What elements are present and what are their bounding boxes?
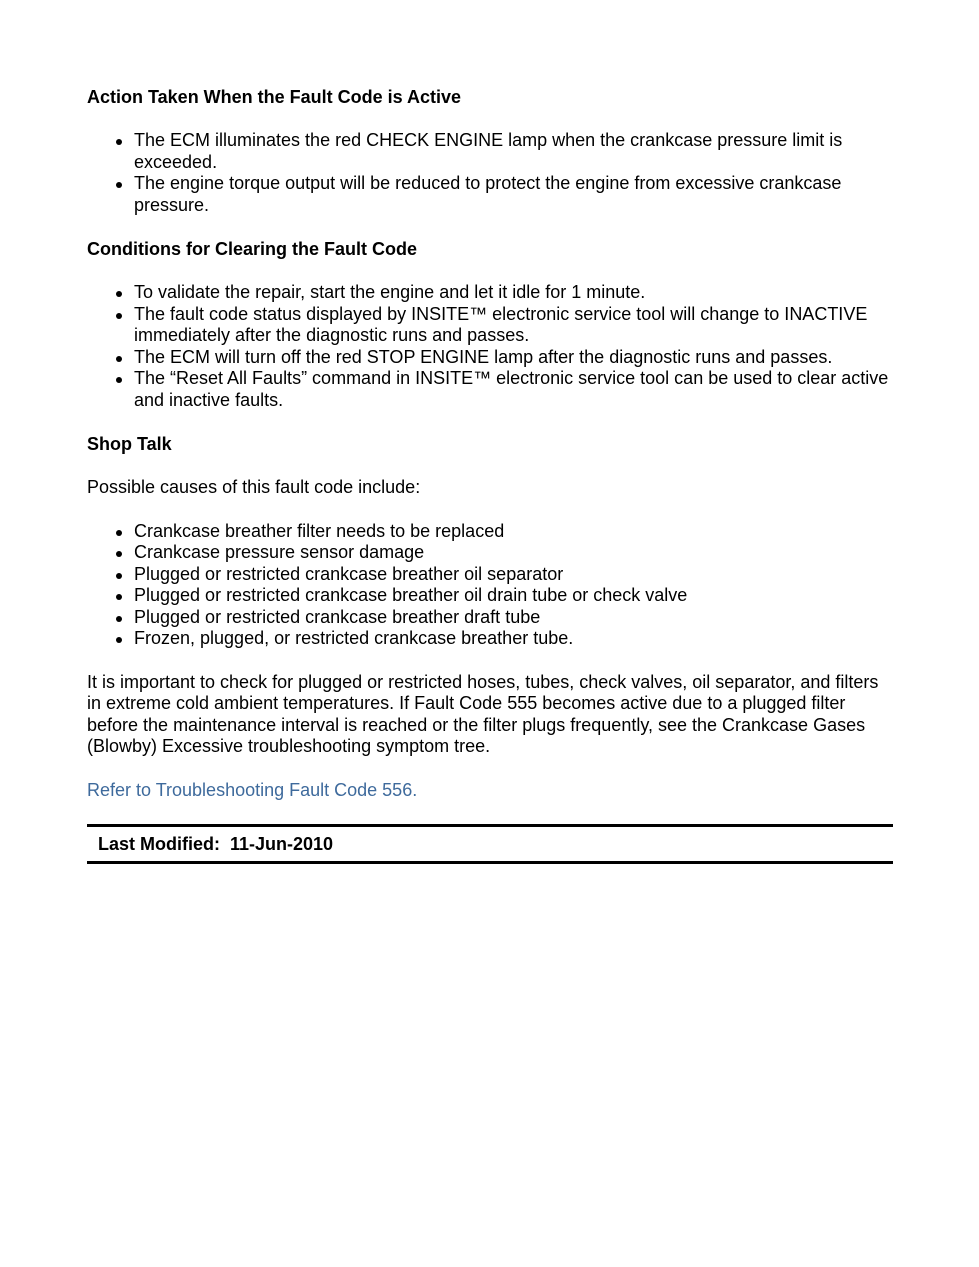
- list-item: [87, 628, 893, 650]
- bullet-icon: [116, 356, 122, 362]
- list-item: [87, 521, 893, 543]
- action-heading: Action Taken When the Fault Code is Active: [87, 87, 462, 107]
- list-item: [87, 304, 893, 347]
- bullet-icon: [116, 139, 122, 145]
- bullet-icon: [116, 573, 122, 579]
- bullet-icon: [116, 594, 122, 600]
- list-item-text: The ECM illuminates the red CHECK ENGINE lamp when the crankcase pressure limit is exceeded.: [134, 130, 843, 172]
- list-item: [87, 564, 893, 586]
- bullet-icon: [116, 313, 122, 319]
- list-item: [87, 282, 893, 304]
- list-item-text: The ECM will turn off the red STOP ENGINE lamp after the diagnostic runs and passes.: [134, 346, 833, 367]
- list-item-text: Crankcase breather filter needs to be replaced: [134, 520, 505, 541]
- list-item-text: To validate the repair, start the engine and let it idle for 1 minute.: [134, 282, 646, 302]
- bullet-icon: [116, 530, 122, 536]
- troubleshooting-link[interactable]: Refer to Troubleshooting Fault Code 556.: [87, 779, 418, 800]
- footer-bar: [87, 824, 893, 864]
- bullet-icon: [116, 616, 122, 622]
- list-item-text: Plugged or restricted crankcase breather oil drain tube or check valve: [134, 585, 688, 605]
- shop-talk-heading: Shop Talk: [87, 434, 172, 454]
- clearing-list: [87, 282, 893, 411]
- bullet-icon: [116, 182, 122, 188]
- list-item: [87, 542, 893, 564]
- list-item-text: The engine torque output will be reduced to protect the engine from excessive crankcase pressure.: [134, 173, 842, 215]
- bullet-icon: [116, 291, 122, 297]
- last-modified-label: Last Modified: 11-Jun-2010: [98, 834, 334, 854]
- list-item-text: The “Reset All Faults” command in INSITE™ electronic service tool can be used to clear active and inactive faults.: [134, 368, 889, 410]
- list-item-text: Plugged or restricted crankcase breather draft tube: [134, 606, 541, 627]
- list-item: [87, 607, 893, 629]
- causes-list: [87, 521, 893, 650]
- shop-talk-body: It is important to check for plugged or restricted hoses, tubes, check valves, oil separator, and filters in extreme cold ambient temperatures. If Fault Code 555 becomes active due to a plugged filter before the maintenance interval is reached or the filter plugs frequently, see the Crankcase Gases (Blowby) Excessive troubleshooting symptom tree.: [87, 671, 879, 756]
- list-item: [87, 368, 893, 411]
- list-item: [87, 585, 893, 607]
- list-item-text: Frozen, plugged, or restricted crankcase breather tube.: [134, 628, 574, 648]
- clearing-heading: Conditions for Clearing the Fault Code: [87, 239, 417, 259]
- shop-talk-intro: Possible causes of this fault code include:: [87, 477, 421, 497]
- list-item: [87, 173, 893, 216]
- bullet-icon: [116, 377, 122, 383]
- list-item-text: The fault code status displayed by INSITE™ electronic service tool will change to INACTIVE immediately after the diagnostic runs and passes.: [134, 303, 868, 345]
- list-item: [87, 347, 893, 369]
- bullet-icon: [116, 551, 122, 557]
- list-item: [87, 130, 893, 173]
- list-item-text: Plugged or restricted crankcase breather oil separator: [134, 563, 564, 584]
- list-item-text: Crankcase pressure sensor damage: [134, 542, 425, 562]
- bullet-icon: [116, 637, 122, 643]
- action-list: [87, 130, 893, 216]
- document-body: [87, 86, 893, 801]
